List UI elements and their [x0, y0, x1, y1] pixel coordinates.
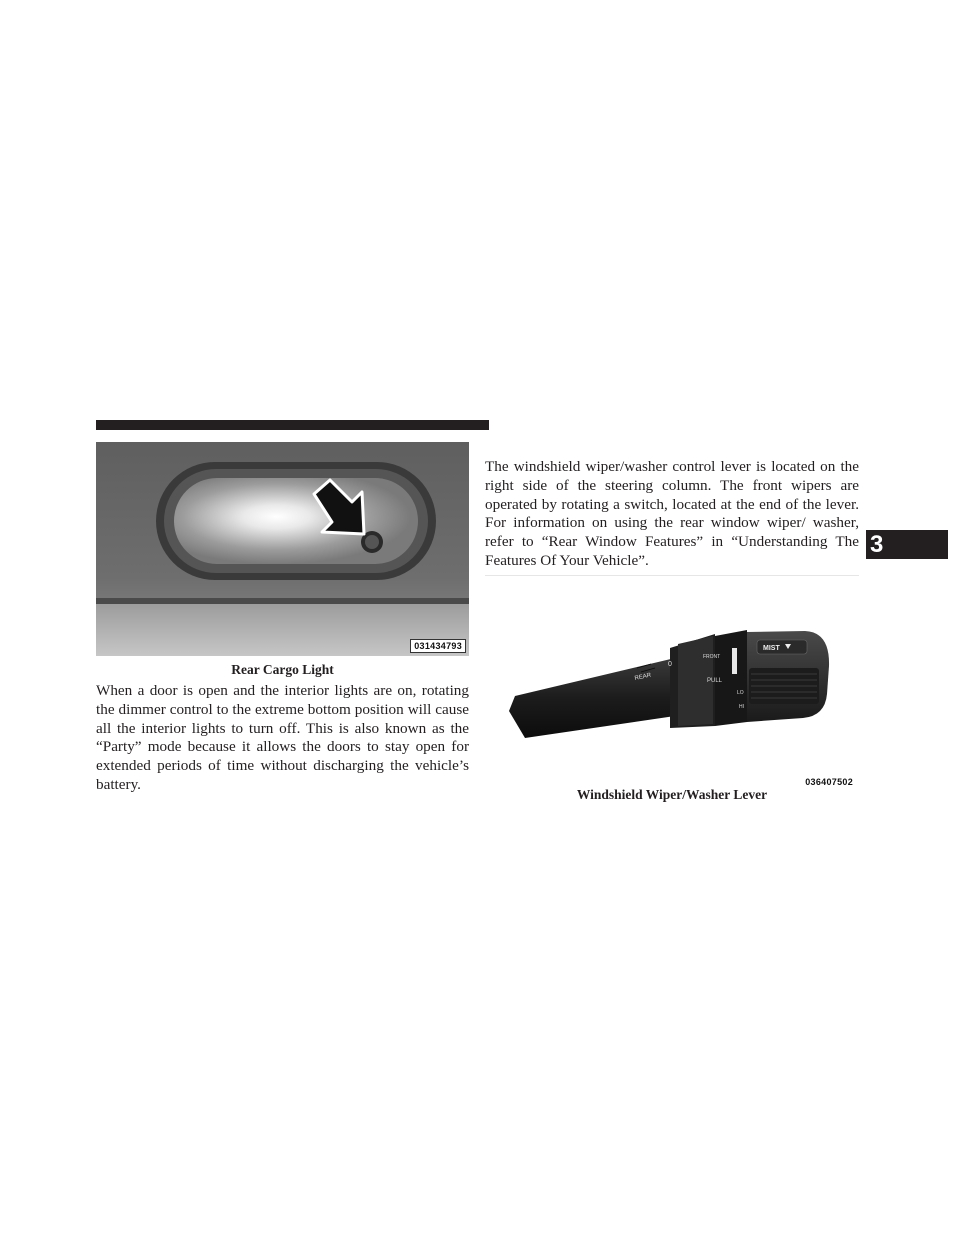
lever-label-lo: LO	[737, 690, 744, 696]
lever-label-mist: MIST	[763, 645, 780, 652]
header-rule	[96, 420, 489, 430]
lever-label-front: FRONT	[703, 654, 721, 660]
lever-label-zero: 0	[668, 661, 672, 668]
wiper-intro-paragraph: The windshield wiper/washer control lever is located on the right side of the steering column. The front wipers are operated by rotating a switch, located at the end of the lever. For information on using the rear window wiper/ washer, refer to “Rear Window Features” in “Understanding The Features Of Your Vehicle”.	[485, 458, 859, 569]
lever-label-hi: HI	[739, 704, 744, 710]
figure-code: 031434793	[410, 639, 466, 653]
figure-code: 036407502	[805, 777, 853, 787]
figure-caption: Windshield Wiper/Washer Lever	[576, 787, 768, 802]
party-mode-paragraph: When a door is open and the interior lights are on, rotating the dimmer control to the extreme bottom position will cause all the interior lights to turn off. This is also known as the “Party” mode because it allows the doors to stay open for extended periods of time without discharging the vehicle’s battery.	[96, 682, 469, 793]
chapter-number: 3	[870, 531, 884, 558]
figure-caption: Rear Cargo Light	[231, 662, 334, 677]
wiper-lever-illustration	[485, 575, 859, 791]
chapter-tab	[866, 530, 948, 559]
rear-cargo-light-photo	[96, 442, 469, 656]
lever-label-pull: PULL	[707, 678, 723, 684]
cargo-light-illustration	[96, 442, 469, 656]
lever-label-rear: REAR	[634, 672, 652, 682]
wiper-lever-drawing	[485, 576, 859, 791]
